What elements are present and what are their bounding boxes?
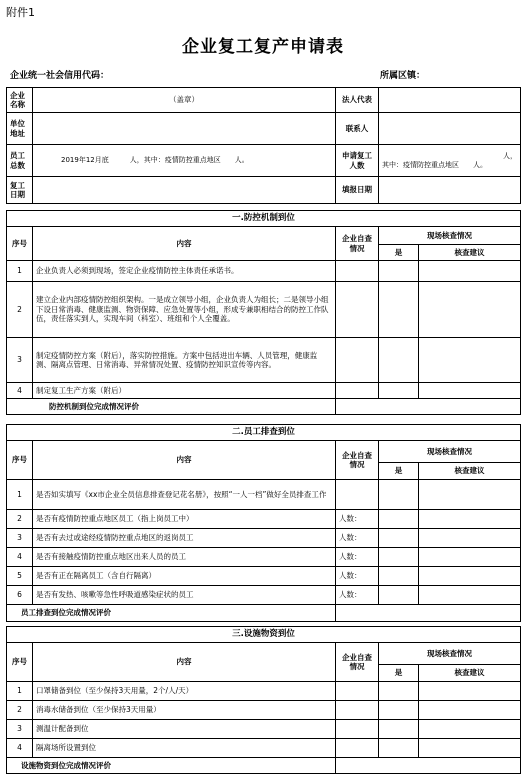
opinion-cell[interactable]: [419, 510, 521, 529]
col-content: 内容: [33, 643, 336, 682]
self-check-cell[interactable]: [336, 282, 379, 338]
row-content: 是否有接触疫情防控重点地区出来人员的员工: [33, 548, 336, 567]
row-content: 测温计配备到位: [33, 720, 336, 739]
row-content: 消毒水储备到位（至少保持3天用量）: [33, 701, 336, 720]
col-seq: 序号: [7, 227, 33, 261]
opinion-cell[interactable]: [419, 480, 521, 510]
col-onsite: 现场核查情况: [379, 643, 521, 665]
opinion-cell[interactable]: [419, 338, 521, 383]
section-summary-field[interactable]: [336, 758, 521, 774]
row-content: 企业负责人必须到现场，签定企业疫情防控主体责任承诺书。: [33, 261, 336, 282]
yes-cell[interactable]: [379, 586, 419, 605]
row-content: 是否有去过或途经疫情防控重点地区的返岗员工: [33, 529, 336, 548]
row-no: 2: [7, 510, 33, 529]
section-3-table: [6, 626, 521, 774]
credit-code-label: 企业统一社会信用代码：: [10, 71, 110, 81]
company-name-field[interactable]: [33, 88, 336, 113]
table-row: [7, 261, 521, 282]
row-no: 2: [7, 282, 33, 338]
row-no: 1: [7, 480, 33, 510]
col-yes: 是: [379, 665, 419, 682]
yes-cell[interactable]: [379, 510, 419, 529]
legal-rep-field[interactable]: [379, 88, 521, 113]
resume-date-label: 复工日期: [7, 177, 33, 204]
self-check-cell[interactable]: 人数：: [336, 586, 379, 605]
yes-cell[interactable]: [379, 261, 419, 282]
staff-total-label: 员工总数: [7, 145, 33, 177]
row-no: 5: [7, 567, 33, 586]
opinion-cell[interactable]: [419, 383, 521, 399]
col-self-check: 企业自查情况: [336, 441, 379, 480]
table-row: [7, 701, 521, 720]
section-summary-label: 员工排查到位完成情况评价: [7, 605, 336, 622]
district-label: 所属区镇：: [380, 71, 426, 81]
self-check-cell[interactable]: [336, 338, 379, 383]
row-no: 1: [7, 682, 33, 701]
apply-count-text-1: 人，: [503, 151, 517, 160]
yes-cell[interactable]: [379, 720, 419, 739]
table-row: [7, 282, 521, 338]
apply-count-field[interactable]: [379, 145, 521, 177]
staff-total-field[interactable]: 2019年12月底 人，其中：疫情防控重点地区 人。: [33, 145, 336, 177]
address-field[interactable]: [33, 113, 336, 145]
row-content: 是否有发热、咳嗽等急性呼吸道感染症状的员工: [33, 586, 336, 605]
table-row: [7, 529, 521, 548]
row-no: 3: [7, 720, 33, 739]
section-title: 一.防控机制到位: [7, 211, 521, 227]
yes-cell[interactable]: [379, 529, 419, 548]
self-check-cell[interactable]: [336, 383, 379, 399]
col-self-check: 企业自查情况: [336, 643, 379, 682]
apply-count-text-2: 其中：疫情防控重点地区 人。: [382, 160, 487, 169]
opinion-cell[interactable]: [419, 529, 521, 548]
col-yes: 是: [379, 463, 419, 480]
section-summary-label: 防控机制到位完成情况评价: [7, 399, 336, 415]
opinion-cell[interactable]: [419, 739, 521, 758]
section-2-table: [6, 424, 521, 622]
fill-date-field[interactable]: [379, 177, 521, 204]
company-name-label: 企业名称: [7, 88, 33, 113]
self-check-cell[interactable]: [336, 739, 379, 758]
row-content: 是否有疫情防控重点地区员工（指上岗员工中）: [33, 510, 336, 529]
self-check-cell[interactable]: [336, 261, 379, 282]
form-title: 企业复工复产申请表: [182, 37, 344, 57]
col-seq: 序号: [7, 643, 33, 682]
opinion-cell[interactable]: [419, 701, 521, 720]
row-no: 3: [7, 338, 33, 383]
yes-cell[interactable]: [379, 282, 419, 338]
col-opinion: 核查建议: [419, 665, 521, 682]
table-row: [7, 567, 521, 586]
section-summary-field[interactable]: [336, 399, 521, 415]
opinion-cell[interactable]: [419, 548, 521, 567]
row-content: 是否有正在隔离员工（含自行隔离）: [33, 567, 336, 586]
table-row: [7, 480, 521, 510]
row-no: 6: [7, 586, 33, 605]
seal-placeholder: （盖章）: [169, 95, 199, 105]
opinion-cell[interactable]: [419, 720, 521, 739]
col-content: 内容: [33, 441, 336, 480]
table-row: [7, 548, 521, 567]
yes-cell[interactable]: [379, 480, 419, 510]
yes-cell[interactable]: [379, 383, 419, 399]
row-content: 是否如实填写《xx市企业全员信息排查登记花名册》，按照“一人一档”做好全员排查工作: [33, 480, 336, 510]
self-check-cell[interactable]: 人数：: [336, 567, 379, 586]
yes-cell[interactable]: [379, 548, 419, 567]
opinion-cell[interactable]: [419, 586, 521, 605]
col-self-check: 企业自查情况: [336, 227, 379, 261]
address-label: 单位地址: [7, 113, 33, 145]
opinion-cell[interactable]: [419, 567, 521, 586]
col-onsite: 现场核查情况: [379, 441, 521, 463]
col-yes: 是: [379, 245, 419, 261]
table-row: [7, 338, 521, 383]
section-title: 三.设施物资到位: [7, 627, 521, 643]
row-no: 4: [7, 383, 33, 399]
section-summary-field[interactable]: [336, 605, 521, 622]
col-onsite: 现场核查情况: [379, 227, 521, 245]
table-row: [7, 510, 521, 529]
fill-date-label: 填报日期: [336, 177, 379, 204]
self-check-cell[interactable]: [336, 682, 379, 701]
yes-cell[interactable]: [379, 567, 419, 586]
yes-cell[interactable]: [379, 739, 419, 758]
row-no: 4: [7, 548, 33, 567]
row-no: 4: [7, 739, 33, 758]
row-content: 建立企业内部疫情防控组织架构。一是成立领导小组，企业负责人为组长；二是领导小组下设日常消毒、健康监测、物资保障、应急处置等小组，形成专兼职相结合的防控工作队伍，责任落实到人，实现车间（科室）、班组和个人全覆盖。: [33, 282, 336, 338]
table-row: [7, 739, 521, 758]
self-check-cell[interactable]: 人数：: [336, 510, 379, 529]
row-content: 隔离场所设置到位: [33, 739, 336, 758]
self-check-cell[interactable]: 人数：: [336, 548, 379, 567]
row-no: 3: [7, 529, 33, 548]
self-check-cell[interactable]: 人数：: [336, 529, 379, 548]
section-1-table: [6, 210, 521, 415]
annex-label: 附件1: [6, 6, 35, 19]
col-content: 内容: [33, 227, 336, 261]
table-row: [7, 720, 521, 739]
contact-field[interactable]: [379, 113, 521, 145]
yes-cell[interactable]: [379, 682, 419, 701]
table-row: [7, 586, 521, 605]
row-no: 2: [7, 701, 33, 720]
self-check-cell[interactable]: [336, 701, 379, 720]
apply-count-label: 申请复工人数: [336, 145, 379, 177]
row-content: 口罩储备到位（至少保持3天用量，2个/人/天）: [33, 682, 336, 701]
self-check-cell[interactable]: [336, 480, 379, 510]
row-content: 制定复工生产方案（附后）: [33, 383, 336, 399]
resume-date-field[interactable]: [33, 177, 336, 204]
col-seq: 序号: [7, 441, 33, 480]
table-row: [7, 383, 521, 399]
table-row: [7, 682, 521, 701]
section-summary-label: 设施物资到位完成情况评价: [7, 758, 336, 774]
opinion-cell[interactable]: [419, 682, 521, 701]
legal-rep-label: 法人代表: [336, 88, 379, 113]
yes-cell[interactable]: [379, 701, 419, 720]
row-content: 制定疫情防控方案（附后），落实防控措施。方案中包括进出车辆、人员管理，健康监测、隔离点管理、日常消毒、异常情况处置、疫情防控知识宣传等内容。: [33, 338, 336, 383]
section-title: 二.员工排查到位: [7, 425, 521, 441]
self-check-cell[interactable]: [336, 720, 379, 739]
opinion-cell[interactable]: [419, 261, 521, 282]
contact-label: 联系人: [336, 113, 379, 145]
row-no: 1: [7, 261, 33, 282]
yes-cell[interactable]: [379, 338, 419, 383]
col-opinion: 核查建议: [419, 245, 521, 261]
company-info-table: [6, 87, 521, 204]
opinion-cell[interactable]: [419, 282, 521, 338]
col-opinion: 核查建议: [419, 463, 521, 480]
